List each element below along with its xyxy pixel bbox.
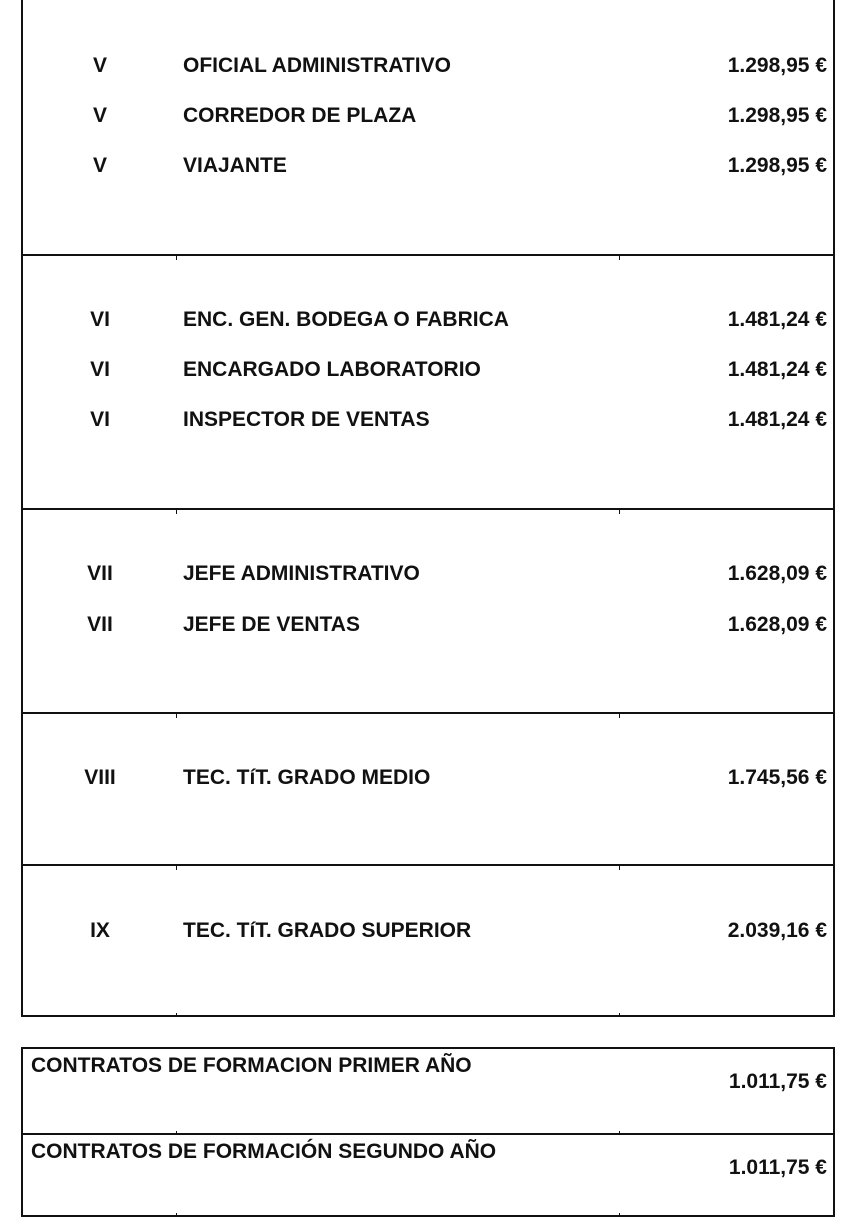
job-title-cell: TEC. TíT. GRADO SUPERIOR: [183, 919, 472, 942]
job-title-cell: INSPECTOR DE VENTAS: [183, 408, 430, 431]
table-row: [23, 610, 833, 640]
column-tick: [176, 256, 177, 260]
column-tick: [619, 1013, 620, 1017]
job-title-cell: JEFE DE VENTAS: [183, 613, 360, 636]
category-cell: VIII: [84, 766, 116, 789]
column-tick: [619, 1131, 620, 1135]
salary-amount-cell: 1.481,24 €: [727, 308, 827, 331]
column-tick: [176, 866, 177, 870]
category-group-vii: [23, 508, 833, 713]
category-group-viii: [23, 712, 833, 865]
column-tick: [619, 1213, 620, 1217]
salary-amount-cell: 1.481,24 €: [727, 358, 827, 381]
training-contracts-table: [21, 1047, 835, 1217]
job-title-cell: ENC. GEN. BODEGA O FABRICA: [183, 308, 509, 331]
salary-amount-cell: 1.298,95 €: [727, 104, 827, 127]
category-cell: V: [92, 154, 107, 177]
column-tick: [619, 256, 620, 260]
table-row: [23, 1049, 833, 1131]
salary-amount-cell: 1.298,95 €: [727, 154, 827, 177]
column-tick: [176, 1131, 177, 1135]
salary-amount-cell: 1.628,09 €: [727, 562, 827, 585]
column-tick: [619, 866, 620, 870]
table-row: [23, 916, 833, 946]
category-group-vi: [23, 254, 833, 509]
column-tick: [619, 714, 620, 718]
salary-amount-cell: 1.011,75 €: [728, 1070, 827, 1093]
salary-amount-cell: 1.745,56 €: [727, 766, 827, 789]
table-row: [23, 151, 833, 181]
column-tick: [176, 510, 177, 514]
contract-label: CONTRATOS DE FORMACION PRIMER AÑO: [31, 1054, 472, 1077]
category-cell: VI: [90, 408, 110, 431]
job-title-cell: CORREDOR DE PLAZA: [183, 104, 417, 127]
job-title-cell: VIAJANTE: [183, 154, 287, 177]
salary-amount-cell: 1.011,75 €: [728, 1156, 827, 1179]
salary-amount-cell: 1.298,95 €: [727, 54, 827, 77]
job-title-cell: ENCARGADO LABORATORIO: [183, 358, 481, 381]
table-row: [23, 355, 833, 385]
column-tick: [176, 1013, 177, 1017]
salary-table: [21, 0, 835, 1017]
table-row: [23, 101, 833, 131]
table-row: [23, 1133, 833, 1215]
category-cell: VI: [90, 308, 110, 331]
table-row: [23, 559, 833, 589]
column-tick: [176, 1213, 177, 1217]
job-title-cell: JEFE ADMINISTRATIVO: [183, 562, 420, 585]
salary-amount-cell: 1.628,09 €: [727, 613, 827, 636]
table-row: [23, 405, 833, 435]
job-title-cell: OFICIAL ADMINISTRATIVO: [183, 54, 451, 77]
category-group-ix: [23, 864, 833, 1017]
category-group-v: [23, 0, 833, 255]
contract-label: CONTRATOS DE FORMACIÓN SEGUNDO AÑO: [31, 1140, 497, 1163]
category-cell: VII: [87, 613, 113, 636]
table-row: [23, 51, 833, 81]
category-cell: V: [92, 54, 107, 77]
salary-amount-cell: 1.481,24 €: [727, 408, 827, 431]
category-cell: IX: [90, 919, 110, 942]
column-tick: [176, 714, 177, 718]
category-cell: V: [92, 104, 107, 127]
category-cell: VII: [87, 562, 113, 585]
table-row: [23, 763, 833, 793]
table-row: [23, 305, 833, 335]
salary-amount-cell: 2.039,16 €: [727, 919, 827, 942]
job-title-cell: TEC. TíT. GRADO MEDIO: [183, 766, 431, 789]
column-tick: [619, 510, 620, 514]
category-cell: VI: [90, 358, 110, 381]
